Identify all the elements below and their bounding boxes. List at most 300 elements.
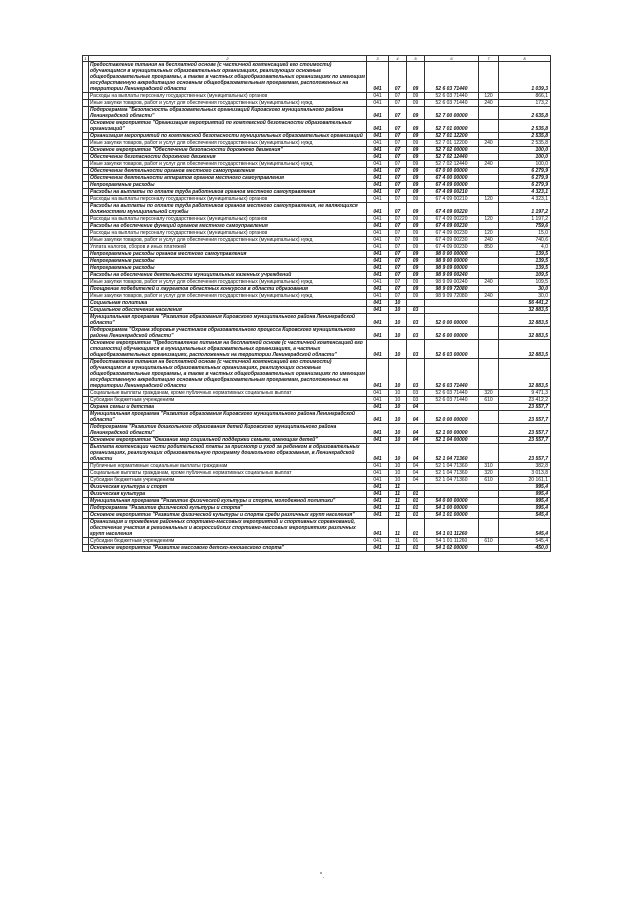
row-name: Расходы на обеспечение деятельности муниципальных казенных учреждений xyxy=(89,272,367,279)
table-body xyxy=(83,56,551,552)
row-section: 07 xyxy=(389,175,407,182)
row-name: Иные закупки товаров, работ и услуг для обеспечения государственных (муниципальных) нужд xyxy=(89,279,367,286)
table-row xyxy=(83,107,551,120)
row-name: Социальное обеспечение населения xyxy=(89,307,367,314)
row-target-code: 52 1 04 71360 xyxy=(425,463,479,470)
row-grbs: 041 xyxy=(367,140,389,147)
row-grbs: 041 xyxy=(367,286,389,293)
row-amount: 6 279,9 xyxy=(499,168,551,175)
row-subsection: 04 xyxy=(407,404,425,411)
row-grbs: 041 xyxy=(367,189,389,196)
table-row xyxy=(83,140,551,147)
table-row xyxy=(83,505,551,512)
table-row xyxy=(83,286,551,293)
col-num-3: 3 xyxy=(367,56,389,62)
row-section: 10 xyxy=(389,314,407,327)
row-name: Основное мероприятие "Развитие физической культуры и спорта среди различных групп населения" xyxy=(89,512,367,519)
row-section: 07 xyxy=(389,251,407,258)
row-grbs: 041 xyxy=(367,477,389,484)
row-subsection: 09 xyxy=(407,120,425,133)
row-name: Уплата налогов, сборов и иных платежей xyxy=(89,244,367,251)
row-name: Основное мероприятие "Обеспечение безопасности дорожного движения" xyxy=(89,147,367,154)
table-row xyxy=(83,62,551,93)
row-amount: 4 323,1 xyxy=(499,196,551,203)
row-amount: 23 557,7 xyxy=(499,444,551,463)
row-subsection: 04 xyxy=(407,477,425,484)
row-target-code: 52 7 00 00000 xyxy=(425,107,479,120)
row-amount: 100,0 xyxy=(499,154,551,161)
row-grbs: 041 xyxy=(367,120,389,133)
row-section: 07 xyxy=(389,216,407,223)
row-subsection: 01 xyxy=(407,519,425,538)
row-expense-type xyxy=(479,168,499,175)
row-section: 07 xyxy=(389,244,407,251)
row-name: Обеспечение деятельности аппаратов органов местного самоуправления xyxy=(89,175,367,182)
row-grbs: 041 xyxy=(367,463,389,470)
row-target-code: 54 1 00 00000 xyxy=(425,505,479,512)
row-section: 07 xyxy=(389,182,407,189)
row-grbs: 041 xyxy=(367,444,389,463)
row-expense-type xyxy=(479,120,499,133)
row-amount: 23 412,2 xyxy=(499,397,551,404)
row-target-code: 98 9 09 72080 xyxy=(425,286,479,293)
table-row xyxy=(83,538,551,545)
row-section: 10 xyxy=(389,463,407,470)
row-amount: 139,5 xyxy=(499,258,551,265)
row-grbs: 041 xyxy=(367,424,389,437)
row-amount: 173,2 xyxy=(499,100,551,107)
table-row xyxy=(83,93,551,100)
row-name: Субсидии бюджетным учреждениям xyxy=(89,397,367,404)
table-row xyxy=(83,258,551,265)
table-row xyxy=(83,120,551,133)
row-grbs: 041 xyxy=(367,545,389,552)
row-target-code xyxy=(425,300,479,307)
table-row xyxy=(83,244,551,251)
row-subsection: 09 xyxy=(407,272,425,279)
row-subsection: 09 xyxy=(407,154,425,161)
row-grbs: 041 xyxy=(367,203,389,216)
row-section: 07 xyxy=(389,133,407,140)
row-expense-type xyxy=(479,512,499,519)
row-section: 07 xyxy=(389,161,407,168)
table-row xyxy=(83,484,551,491)
row-section: 07 xyxy=(389,279,407,286)
col-num-2: 2 xyxy=(89,56,367,62)
row-target-code: 98 9 09 00240 xyxy=(425,279,479,286)
row-expense-type xyxy=(479,258,499,265)
row-amount: 740,6 xyxy=(499,237,551,244)
row-section: 11 xyxy=(389,484,407,491)
row-subsection: 01 xyxy=(407,491,425,498)
row-section: 11 xyxy=(389,498,407,505)
table-row xyxy=(83,168,551,175)
row-expense-type xyxy=(479,189,499,196)
row-amount: 23 557,7 xyxy=(499,424,551,437)
row-target-code: 52 0 00 00000 xyxy=(425,411,479,424)
row-target-code: 67 4 09 00210 xyxy=(425,189,479,196)
row-amount: 1 197,2 xyxy=(499,216,551,223)
row-amount: 30,0 xyxy=(499,286,551,293)
row-target-code: 54 1 01 00000 xyxy=(425,512,479,519)
row-amount: 56 441,2 xyxy=(499,300,551,307)
row-name: Подпрограмма "Развитие физической культуры и спорта" xyxy=(89,505,367,512)
row-name: Иные закупки товаров, работ и услуг для обеспечения государственных (муниципальных) нужд xyxy=(89,237,367,244)
row-subsection: 09 xyxy=(407,133,425,140)
row-amount: 32 883,5 xyxy=(499,340,551,359)
row-name: Иные закупки товаров, работ и услуг для обеспечения государственных (муниципальных) нужд xyxy=(89,161,367,168)
row-grbs: 041 xyxy=(367,182,389,189)
row-target-code: 52 6 03 71440 xyxy=(425,62,479,93)
row-section: 07 xyxy=(389,154,407,161)
row-grbs: 041 xyxy=(367,300,389,307)
row-amount: 20 161,1 xyxy=(499,477,551,484)
row-target-code xyxy=(425,307,479,314)
row-subsection: 04 xyxy=(407,424,425,437)
row-target-code: 52 6 03 71440 xyxy=(425,100,479,107)
row-name: Непрограммные расходы органов местного самоуправления xyxy=(89,251,367,258)
row-grbs: 041 xyxy=(367,359,389,390)
row-section: 07 xyxy=(389,237,407,244)
row-grbs: 041 xyxy=(367,62,389,93)
table-row xyxy=(83,203,551,216)
row-section: 10 xyxy=(389,424,407,437)
row-amount: 32 883,5 xyxy=(499,359,551,390)
row-grbs: 041 xyxy=(367,107,389,120)
row-expense-type: 320 xyxy=(479,470,499,477)
row-amount: 995,4 xyxy=(499,505,551,512)
table-row xyxy=(83,545,551,552)
row-amount: 2 535,8 xyxy=(499,133,551,140)
row-grbs: 041 xyxy=(367,154,389,161)
row-expense-type: 120 xyxy=(479,93,499,100)
row-expense-type xyxy=(479,545,499,552)
row-grbs: 041 xyxy=(367,265,389,272)
row-expense-type xyxy=(479,411,499,424)
row-expense-type xyxy=(479,251,499,258)
row-name: Непрограммные расходы xyxy=(89,182,367,189)
row-subsection: 09 xyxy=(407,251,425,258)
row-target-code: 52 7 02 12440 xyxy=(425,154,479,161)
row-name: Основное мероприятие "Развитие массового детско-юношеского спорта" xyxy=(89,545,367,552)
row-subsection: 04 xyxy=(407,411,425,424)
row-subsection xyxy=(407,300,425,307)
row-amount: 450,0 xyxy=(499,545,551,552)
row-subsection: 03 xyxy=(407,340,425,359)
row-expense-type xyxy=(479,491,499,498)
row-target-code: 54 1 01 11260 xyxy=(425,538,479,545)
row-grbs: 041 xyxy=(367,437,389,444)
table-row xyxy=(83,237,551,244)
table-row xyxy=(83,340,551,359)
row-grbs: 041 xyxy=(367,279,389,286)
row-target-code: 54 0 00 00000 xyxy=(425,498,479,505)
col-num-7: 7 xyxy=(479,56,499,62)
row-amount: 9 471,3 xyxy=(499,390,551,397)
row-expense-type xyxy=(479,265,499,272)
table-row xyxy=(83,216,551,223)
row-grbs: 041 xyxy=(367,147,389,154)
row-expense-type: 610 xyxy=(479,477,499,484)
table-row xyxy=(83,307,551,314)
row-subsection xyxy=(407,484,425,491)
row-expense-type: 320 xyxy=(479,390,499,397)
row-amount: 3 013,8 xyxy=(499,470,551,477)
row-grbs: 041 xyxy=(367,397,389,404)
table-row xyxy=(83,359,551,390)
row-grbs: 041 xyxy=(367,404,389,411)
row-target-code: 52 0 00 00000 xyxy=(425,314,479,327)
row-target-code xyxy=(425,491,479,498)
row-name: Субсидии бюджетным учреждениям xyxy=(89,477,367,484)
row-subsection: 04 xyxy=(407,463,425,470)
row-subsection: 09 xyxy=(407,237,425,244)
table-row xyxy=(83,293,551,300)
row-expense-type: 240 xyxy=(479,293,499,300)
row-name: Охрана семьи и детства xyxy=(89,404,367,411)
row-name: Организация и проведение районных спортивно-массовых мероприятий и спортивных соревнований, обеспечение участия в региональных и всероссийских спортивно-массовых мероприятиях различных групп населения xyxy=(89,519,367,538)
row-expense-type xyxy=(479,498,499,505)
budget-table-page xyxy=(82,55,550,552)
row-section: 11 xyxy=(389,538,407,545)
row-target-code: 67 4 09 00220 xyxy=(425,203,479,216)
row-target-code: 54 1 01 11260 xyxy=(425,519,479,538)
row-section: 10 xyxy=(389,359,407,390)
row-name: Поощрение победителей и лауреатов областных конкурсов в области образования xyxy=(89,286,367,293)
row-target-code: 67 4 09 00230 xyxy=(425,230,479,237)
col-num-5: 5 xyxy=(407,56,425,62)
row-grbs: 041 xyxy=(367,519,389,538)
row-amount: 1 197,2 xyxy=(499,203,551,216)
table-row xyxy=(83,491,551,498)
row-subsection: 09 xyxy=(407,182,425,189)
row-name: Публичные нормативные социальные выплаты гражданам xyxy=(89,463,367,470)
row-expense-type xyxy=(479,505,499,512)
row-expense-type xyxy=(479,133,499,140)
row-name: Социальная политика xyxy=(89,300,367,307)
row-subsection: 09 xyxy=(407,286,425,293)
row-name: Основное мероприятие "Оказание мер социальной поддержки семьям, имеющим детей" xyxy=(89,437,367,444)
row-target-code: 52 1 04 71360 xyxy=(425,477,479,484)
row-amount: 545,4 xyxy=(499,538,551,545)
table-row xyxy=(83,175,551,182)
row-amount: 30,0 xyxy=(499,293,551,300)
row-expense-type xyxy=(479,424,499,437)
row-subsection: 04 xyxy=(407,470,425,477)
row-section: 07 xyxy=(389,258,407,265)
table-row xyxy=(83,498,551,505)
row-name: Физическая культура и спорт xyxy=(89,484,367,491)
row-amount: 995,4 xyxy=(499,498,551,505)
row-target-code: 52 6 03 71440 xyxy=(425,93,479,100)
row-section: 10 xyxy=(389,300,407,307)
row-name: Расходы на выплаты персоналу государственных (муниципальных) органов xyxy=(89,230,367,237)
row-name: Иные закупки товаров, работ и услуг для обеспечения государственных (муниципальных) нужд xyxy=(89,140,367,147)
table-row xyxy=(83,512,551,519)
row-grbs: 041 xyxy=(367,258,389,265)
row-target-code: 52 6 03 71440 xyxy=(425,390,479,397)
row-subsection: 03 xyxy=(407,359,425,390)
table-row xyxy=(83,519,551,538)
row-expense-type: 310 xyxy=(479,463,499,470)
row-grbs: 041 xyxy=(367,314,389,327)
row-expense-type xyxy=(479,223,499,230)
row-amount: 23 557,7 xyxy=(499,404,551,411)
row-target-code: 98 9 09 00000 xyxy=(425,265,479,272)
row-section: 07 xyxy=(389,107,407,120)
row-target-code: 67 4 09 00230 xyxy=(425,237,479,244)
row-target-code: 67 4 09 00230 xyxy=(425,244,479,251)
row-amount: 545,4 xyxy=(499,512,551,519)
row-name: Расходы на обеспечение функций органов местного самоуправления xyxy=(89,223,367,230)
row-subsection: 09 xyxy=(407,279,425,286)
row-amount: 6 279,9 xyxy=(499,175,551,182)
row-section: 11 xyxy=(389,512,407,519)
row-amount: 759,6 xyxy=(499,223,551,230)
row-expense-type: 850 xyxy=(479,244,499,251)
row-expense-type xyxy=(479,404,499,411)
row-name: Социальные выплаты гражданам, кроме публичных нормативных социальных выплат xyxy=(89,390,367,397)
row-subsection: 03 xyxy=(407,314,425,327)
table-row xyxy=(83,327,551,340)
row-grbs: 041 xyxy=(367,237,389,244)
row-section: 07 xyxy=(389,120,407,133)
row-name: Организация мероприятий по комплексной безопасности муниципальных образовательных организаций xyxy=(89,133,367,140)
table-row xyxy=(83,223,551,230)
row-expense-type: 120 xyxy=(479,216,499,223)
row-expense-type: 120 xyxy=(479,196,499,203)
row-subsection: 09 xyxy=(407,203,425,216)
row-grbs: 041 xyxy=(367,230,389,237)
row-grbs: 041 xyxy=(367,216,389,223)
row-grbs: 041 xyxy=(367,505,389,512)
row-name: Расходы на выплаты персоналу государственных (муниципальных) органов xyxy=(89,196,367,203)
row-name: Субсидии бюджетным учреждениям xyxy=(89,538,367,545)
row-expense-type xyxy=(479,519,499,538)
row-amount: 2 635,8 xyxy=(499,107,551,120)
row-grbs: 041 xyxy=(367,168,389,175)
row-target-code: 98 9 00 00000 xyxy=(425,258,479,265)
row-section: 10 xyxy=(389,411,407,424)
row-section: 07 xyxy=(389,272,407,279)
budget-table xyxy=(82,55,551,552)
row-section: 10 xyxy=(389,404,407,411)
table-row xyxy=(83,182,551,189)
row-grbs: 041 xyxy=(367,251,389,258)
table-row xyxy=(83,470,551,477)
row-expense-type: 240 xyxy=(479,237,499,244)
row-subsection: 09 xyxy=(407,147,425,154)
row-amount: 545,4 xyxy=(499,519,551,538)
row-expense-type xyxy=(479,286,499,293)
row-subsection: 09 xyxy=(407,100,425,107)
row-amount: 100,0 xyxy=(499,161,551,168)
row-grbs: 041 xyxy=(367,470,389,477)
row-name: Социальные выплаты гражданам, кроме публичных нормативных социальных выплат xyxy=(89,470,367,477)
table-row xyxy=(83,404,551,411)
row-target-code: 52 7 02 00000 xyxy=(425,147,479,154)
row-amount: 32 883,5 xyxy=(499,327,551,340)
row-subsection: 01 xyxy=(407,538,425,545)
row-grbs: 041 xyxy=(367,491,389,498)
row-target-code: 52 1 00 00000 xyxy=(425,424,479,437)
row-target-code: 67 4 09 00220 xyxy=(425,216,479,223)
row-expense-type: 240 xyxy=(479,279,499,286)
row-subsection: 09 xyxy=(407,161,425,168)
table-row xyxy=(83,196,551,203)
row-target-code: 67 4 00 00000 xyxy=(425,175,479,182)
row-expense-type xyxy=(479,182,499,189)
row-amount: 109,5 xyxy=(499,279,551,286)
row-grbs: 041 xyxy=(367,411,389,424)
row-expense-type: 610 xyxy=(479,397,499,404)
row-amount: 995,4 xyxy=(499,491,551,498)
row-name: Предоставление питания на бесплатной основе (с частичной компенсацией его стоимости) обучающимся в муниципальных образовательных организациях, реализующих основные общеобразовательные программы, а также в частных общеобразовательных организациях по имеющим государственную аккредитацию основным общеобразовательным программам, расположенных на территории Ленинградской области xyxy=(90,359,365,389)
row-subsection: 01 xyxy=(407,498,425,505)
row-target-code: 67 4 09 00230 xyxy=(425,223,479,230)
row-section: 07 xyxy=(389,147,407,154)
row-name: Физическая культура xyxy=(89,491,367,498)
row-section: 11 xyxy=(389,505,407,512)
row-name: Предоставление питания на бесплатной основе (с частичной компенсацией его стоимости) обучающимся в муниципальных образовательных организациях, реализующих основные общеобразовательные программы, а также в частных общеобразовательных организациях по имеющим государственную аккредитацию основным общеобразовательным программам, расположенных на территории Ленинградской области xyxy=(90,62,365,92)
row-grbs: 041 xyxy=(367,93,389,100)
row-subsection: 09 xyxy=(407,258,425,265)
row-target-code: 54 1 02 00000 xyxy=(425,545,479,552)
row-section: 07 xyxy=(389,286,407,293)
row-section: 10 xyxy=(389,477,407,484)
row-section: 07 xyxy=(389,189,407,196)
row-subsection: 01 xyxy=(407,545,425,552)
row-grbs: 041 xyxy=(367,512,389,519)
row-section: 10 xyxy=(389,397,407,404)
row-target-code: 52 7 01 12200 xyxy=(425,133,479,140)
col-num-1: 1 xyxy=(84,56,87,61)
row-section: 07 xyxy=(389,230,407,237)
row-target-code: 67 0 00 00000 xyxy=(425,168,479,175)
row-target-code: 52 6 03 71440 xyxy=(425,397,479,404)
row-section: 10 xyxy=(389,390,407,397)
row-name: Расходы на выплаты персоналу государственных (муниципальных) органов xyxy=(89,216,367,223)
row-grbs: 041 xyxy=(367,307,389,314)
row-expense-type xyxy=(479,107,499,120)
row-amount: 139,5 xyxy=(499,265,551,272)
row-target-code: 52 6 00 00000 xyxy=(425,327,479,340)
row-grbs: 041 xyxy=(367,538,389,545)
row-subsection: 09 xyxy=(407,223,425,230)
row-expense-type xyxy=(479,272,499,279)
row-expense-type: 240 xyxy=(479,161,499,168)
row-subsection: 09 xyxy=(407,93,425,100)
row-amount: 100,0 xyxy=(499,147,551,154)
row-subsection: 09 xyxy=(407,168,425,175)
row-grbs: 041 xyxy=(367,161,389,168)
row-section: 10 xyxy=(389,470,407,477)
row-section: 10 xyxy=(389,327,407,340)
table-row xyxy=(83,133,551,140)
row-subsection: 09 xyxy=(407,62,425,93)
row-section: 07 xyxy=(389,62,407,93)
row-amount: 32 883,5 xyxy=(499,314,551,327)
row-grbs: 041 xyxy=(367,272,389,279)
row-section: 07 xyxy=(389,196,407,203)
row-name: Муниципальная программа "Развитие образования Кировского муниципального района Ленинградской области" xyxy=(89,314,367,327)
row-expense-type: 120 xyxy=(479,230,499,237)
row-subsection: 01 xyxy=(407,505,425,512)
row-name: Иные закупки товаров, работ и услуг для обеспечения государственных (муниципальных) нужд xyxy=(89,293,367,300)
row-section: 07 xyxy=(389,223,407,230)
table-row xyxy=(83,444,551,463)
row-expense-type xyxy=(479,147,499,154)
